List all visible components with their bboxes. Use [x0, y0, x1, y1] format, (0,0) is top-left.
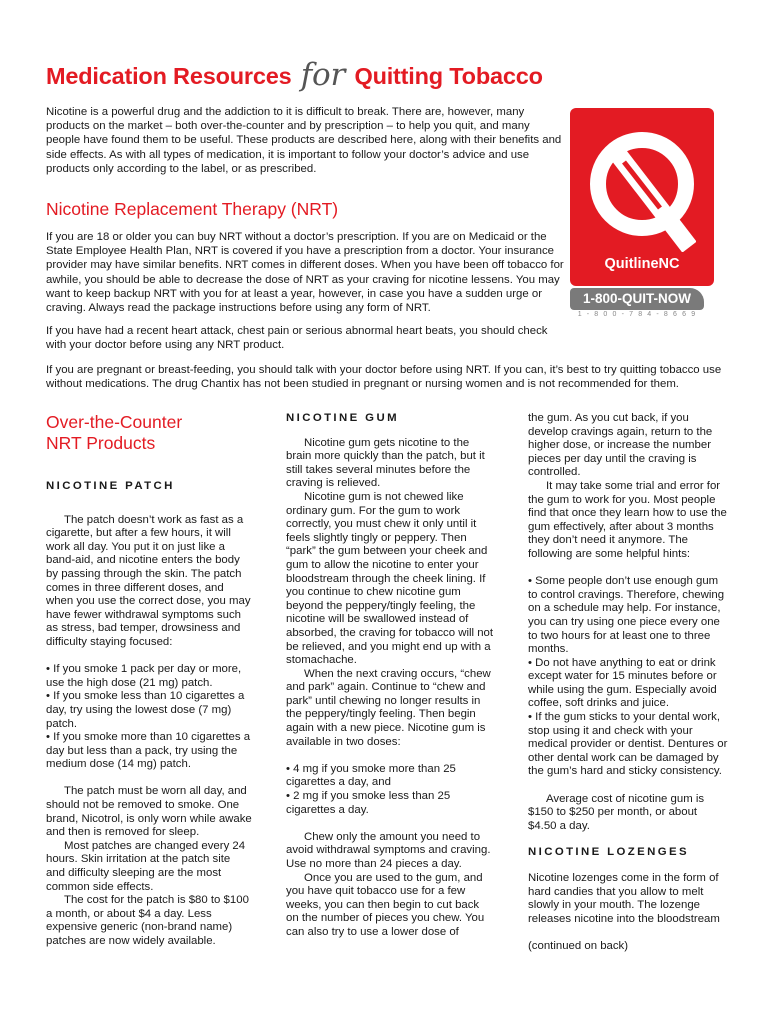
- title-part2: Quitting Tobacco: [354, 63, 543, 89]
- gum-paragraph-2: Nicotine gum is not chewed like ordinary gum. For the gum to work correctly, you must chew it only until it feels slightly tingly or peppery. Then “park” the gum between your cheek and gum to allow the nicotine to enter your bloodstream through the cheek lining. If you continue to chew nicotine gum beyond the peppery/tingly feeling, the nicotine will be swallowed instead of absorbed, the craving for tobacco will not be relieved, and you might end up with a stomachache.: [286, 490, 494, 667]
- page-title: [46, 56, 543, 92]
- gum-paragraph-3: When the next craving occurs, “chew and park” again. Continue to “chew and park” until chewing no longer results in the peppery/tingly feeling. Then begin again with a new piece. Nicotine gum is available in two doses:: [286, 667, 491, 748]
- gum-paragraph-6: the gum. As you cut back, if you develop cravings again, return to the higher dose, or increase the number pieces per day until the craving is controlled.: [528, 412, 713, 479]
- patch-paragraph-2: The patch must be worn all day, and should not be removed to smoke. One brand, Nicotrol, is only worn while awake and then is removed for sleep.: [46, 785, 252, 839]
- continued-note: (continued on back): [528, 939, 629, 952]
- nrt-paragraph-2: If you have had a recent heart attack, chest pain or serious abnormal heart beats, you should check with your doctor before using any NRT product.: [46, 325, 548, 352]
- q-icon: [588, 122, 696, 252]
- gum-label: NICOTINE GUM: [286, 412, 399, 424]
- gum-hint-1: • Some people don’t use enough gum to control cravings. Therefore, chewing on a schedule may help. For instance, you can try using one piece every one to two hours for at least one to three months.: [528, 575, 725, 656]
- nrt-paragraph-3: If you are pregnant or breast-feeding, you should talk with your doctor before using NRT. If you can, it’s best to try quitting tobacco use without medications. The drug Chantix has not been studied in pregnant or nursing women and is not recommended for them.: [46, 364, 722, 391]
- lozenges-paragraph-1: Nicotine lozenges come in the form of hard candies that you allow to melt slowly in your mouth. The lozenge releases nicotine into the bloodstream: [528, 872, 720, 925]
- logo-phone-digits: 1-800-784-8669: [577, 311, 701, 318]
- logo-name: QuitlineNC: [604, 256, 680, 272]
- column-1: [46, 412, 252, 949]
- gum-paragraph-4: Chew only the amount you need to avoid withdrawal symptoms and craving. Use no more than 24 pieces a day.: [286, 830, 491, 870]
- gum-hint-2: • Do not have anything to eat or drink except water for 15 minutes before or while using the gum. Especially avoid coffee, soft drinks and juice.: [528, 656, 717, 710]
- gum-paragraph-7: It may take some trial and error for the gum to work for you. Most people find that once they learn how to use the gum effectively, after about 3 months they don’t need it anymore. The following are some helpful hints:: [528, 479, 727, 560]
- column-3: [528, 412, 728, 954]
- patch-bullet-1: • If you smoke 1 pack per day or more, use the high dose (21 mg) patch.: [46, 663, 242, 689]
- gum-cost: Average cost of nicotine gum is $150 to $250 per month, or about $4.50 a day.: [528, 792, 705, 832]
- gum-paragraph-5: Once you are used to the gum, and you have quit tobacco use for a few weeks, you can then begin to cut back on the number of pieces you chew. You can also try to use a lower dose of: [286, 871, 485, 938]
- title-for: for: [300, 57, 346, 93]
- patch-paragraph-4: The cost for the patch is $80 to $100 a month, or about $4 a day. Less expensive generic (non-brand name) patches are now widely available.: [46, 894, 249, 947]
- quitline-logo: [570, 108, 714, 320]
- gum-bullet-1: • 4 mg if you smoke more than 25 cigarettes a day, and: [286, 762, 456, 789]
- patch-bullet-2: • If you smoke less than 10 cigarettes a day, try using the lowest dose (7 mg) patch.: [46, 690, 245, 730]
- logo-phone: 1-800-QUIT-NOW: [582, 291, 691, 306]
- patch-bullet-3: • If you smoke more than 10 cigarettes a day but less than a pack, try using the medium dose (14 mg) patch.: [46, 731, 251, 771]
- gum-bullet-2: • 2 mg if you smoke less than 25 cigarettes a day.: [286, 790, 451, 816]
- patch-paragraph-1: The patch doesn’t work as fast as a cigarette, but after a few hours, it will work all day. You put it on just like a band-aid, and nicotine enters the body by passing through the skin. The patch comes in three different doses, and when you use the correct dose, you may have fewer withdrawal symptoms such as stress, bad temper, drowsiness and difficulty staying focused:: [46, 513, 251, 648]
- column-2: [286, 412, 494, 940]
- lozenges-label: NICOTINE LOZENGES: [528, 846, 690, 859]
- gum-paragraph-1: Nicotine gum gets nicotine to the brain more quickly than the patch, but it still takes several minutes before the craving is relieved.: [286, 436, 485, 490]
- otc-heading: [46, 412, 252, 454]
- title-part1: Medication Resources: [46, 63, 292, 89]
- patch-paragraph-3: Most patches are changed every 24 hours. Skin irritation at the patch site and difficulty sleeping are the most common side effects.: [46, 839, 246, 893]
- nrt-heading: Nicotine Replacement Therapy (NRT): [46, 199, 339, 219]
- patch-label: NICOTINE PATCH: [46, 480, 175, 492]
- otc-heading-line2: NRT Products: [46, 433, 156, 453]
- otc-heading-line1: Over-the-Counter: [46, 412, 183, 432]
- gum-hint-3: • If the gum sticks to your dental work, stop using it and check with your medical provider or dentist. Dentures or other dental work can be damaged by the gum’s hard and sticky consistency.: [528, 711, 728, 778]
- nrt-paragraph-1: If you are 18 or older you can buy NRT without a doctor’s prescription. If you are on Medicaid or the State Employee Health Plan, NRT is covered if you have a prescription from a doctor. Your insurance provider may have similar benefits. NRT comes in different doses. When you have been off tobacco for awhile, you should be able to decrease the dose of NRT as your craving for nicotine lessens. You may want to keep backup NRT with you for at least a year, however, in case you have a sudden urge or craving. Always read the package instructions before using any form of NRT.: [46, 231, 564, 315]
- intro-paragraph: Nicotine is a powerful drug and the addiction to it is difficult to break. There are, however, many products on the market – both over-the-counter and by prescription – to help you quit, and many people have found them to be useful. These products are described here, along with their benefits and side effects. As with all types of medication, it is important to follow your doctor’s advice and use products only according to the label, or as prescribed.: [46, 106, 562, 175]
